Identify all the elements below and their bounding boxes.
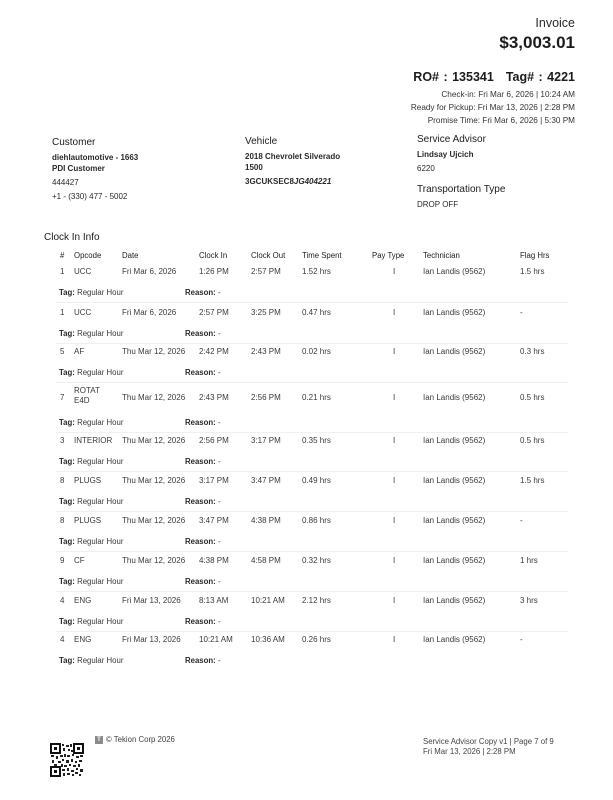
row-technician: Ian Landis (9562) — [423, 308, 486, 317]
row-clock-in: 3:17 PM — [199, 476, 229, 485]
row-clock-in: 3:47 PM — [199, 516, 229, 525]
row-time-spent: 0.35 hrs — [302, 436, 331, 445]
row-time-spent: 0.86 hrs — [302, 516, 331, 525]
row-clock-in: 8:13 AM — [199, 596, 229, 605]
service-advisor-id: 6220 — [417, 164, 435, 173]
row-technician: Ian Landis (9562) — [423, 476, 486, 485]
row-clock-out: 3:17 PM — [251, 436, 281, 445]
row-num: 4 — [60, 635, 65, 644]
row-num: 5 — [60, 347, 65, 356]
row-clock-in: 2:43 PM — [199, 393, 229, 402]
col-technician: Technician — [423, 251, 460, 260]
table-row — [0, 347, 613, 387]
row-pay-type: I — [393, 556, 396, 565]
row-date: Fri Mar 13, 2026 — [122, 596, 181, 605]
row-clock-out: 2:56 PM — [251, 393, 281, 402]
table-row — [0, 556, 613, 596]
row-tag: Tag: Regular Hour — [59, 418, 124, 427]
row-num: 7 — [60, 393, 65, 402]
row-clock-out: 2:57 PM — [251, 267, 281, 276]
row-date: Fri Mar 6, 2026 — [122, 267, 177, 276]
table-row — [0, 436, 613, 476]
row-clock-in: 2:42 PM — [199, 347, 229, 356]
row-clock-out: 3:47 PM — [251, 476, 281, 485]
row-clock-out: 4:38 PM — [251, 516, 281, 525]
row-opcode: PLUGS — [74, 476, 102, 485]
col-flag-hrs: Flag Hrs — [520, 251, 550, 260]
row-technician: Ian Landis (9562) — [423, 635, 486, 644]
vehicle-section — [245, 136, 340, 187]
row-reason: Reason: - — [185, 656, 221, 665]
row-reason: Reason: - — [185, 537, 221, 546]
row-opcode: UCC — [74, 308, 92, 317]
row-flag-hrs: 0.3 hrs — [520, 347, 545, 356]
row-tag: Tag: Regular Hour — [59, 288, 124, 297]
row-clock-out: 4:58 PM — [251, 556, 281, 565]
tekion-logo-icon: T — [95, 736, 103, 744]
row-time-spent: 0.49 hrs — [302, 476, 331, 485]
row-clock-in: 1:26 PM — [199, 267, 229, 276]
row-clock-out: 10:21 AM — [251, 596, 285, 605]
vehicle-title: Vehicle — [245, 136, 278, 147]
row-clock-in: 4:38 PM — [199, 556, 229, 565]
row-flag-hrs: 1.5 hrs — [520, 267, 545, 276]
row-tag: Tag: Regular Hour — [59, 577, 124, 586]
col-clock-in: Clock In — [199, 251, 228, 260]
col-time-spent: Time Spent — [302, 251, 342, 260]
invoice-header — [411, 16, 575, 127]
qr-code-icon — [50, 743, 84, 777]
row-divider — [56, 471, 568, 472]
row-num: 9 — [60, 556, 65, 565]
customer-phone: +1 - (330) 477 - 5002 — [52, 192, 128, 201]
row-divider — [56, 302, 568, 303]
row-time-spent: 0.21 hrs — [302, 393, 331, 402]
row-num: 8 — [60, 516, 65, 525]
row-tag: Tag: Regular Hour — [59, 656, 124, 665]
row-tag: Tag: Regular Hour — [59, 537, 124, 546]
row-pay-type: I — [393, 635, 396, 644]
row-reason: Reason: - — [185, 577, 221, 586]
row-date: Thu Mar 12, 2026 — [122, 393, 186, 402]
row-date: Fri Mar 13, 2026 — [122, 635, 181, 644]
row-opcode: AF — [74, 347, 85, 356]
ro-number: RO# : 135341 — [413, 70, 494, 84]
row-clock-in: 2:57 PM — [199, 308, 229, 317]
row-divider — [56, 631, 568, 632]
row-reason: Reason: - — [185, 497, 221, 506]
row-divider — [56, 343, 568, 344]
table-row — [0, 476, 613, 516]
row-opcode: PLUGS — [74, 516, 102, 525]
clock-in-info-title: Clock In Info — [44, 232, 100, 243]
row-tag: Tag: Regular Hour — [59, 617, 124, 626]
row-flag-hrs: 0.5 hrs — [520, 436, 545, 445]
row-flag-hrs: 0.5 hrs — [520, 393, 545, 402]
row-date: Thu Mar 12, 2026 — [122, 516, 186, 525]
customer-section — [52, 137, 138, 202]
row-pay-type: I — [393, 347, 396, 356]
copy-page-info: Service Advisor Copy v1 | Page 7 of 9 — [423, 737, 554, 746]
row-opcode: INTERIOR — [74, 436, 113, 445]
row-num: 3 — [60, 436, 65, 445]
row-divider — [56, 591, 568, 592]
footer-page-info — [423, 737, 554, 757]
row-pay-type: I — [393, 516, 396, 525]
footer-copyright — [95, 735, 175, 744]
vehicle-model: 2018 Chevrolet Silverado — [245, 152, 341, 161]
row-flag-hrs: - — [520, 516, 523, 525]
row-pay-type: I — [393, 308, 396, 317]
row-flag-hrs: - — [520, 308, 523, 317]
row-num: 8 — [60, 476, 65, 485]
row-time-spent: 0.47 hrs — [302, 308, 331, 317]
row-time-spent: 0.26 hrs — [302, 635, 331, 644]
row-flag-hrs: 3 hrs — [520, 596, 538, 605]
row-num: 4 — [60, 596, 65, 605]
table-row — [0, 596, 613, 636]
col-clock-out: Clock Out — [251, 251, 286, 260]
customer-id: 444427 — [52, 178, 79, 187]
row-num: 1 — [60, 267, 65, 276]
row-date: Thu Mar 12, 2026 — [122, 556, 186, 565]
row-flag-hrs: 1 hrs — [520, 556, 538, 565]
row-pay-type: I — [393, 476, 396, 485]
row-clock-out: 2:43 PM — [251, 347, 281, 356]
row-date: Fri Mar 6, 2026 — [122, 308, 177, 317]
row-technician: Ian Landis (9562) — [423, 596, 486, 605]
vin-prefix: 3GCUKSEC8 — [245, 177, 294, 186]
row-time-spent: 1.52 hrs — [302, 267, 331, 276]
table-row — [0, 267, 613, 307]
row-pay-type: I — [393, 393, 396, 402]
table-row — [0, 308, 613, 348]
col-date: Date — [122, 251, 139, 260]
row-technician: Ian Landis (9562) — [423, 393, 486, 402]
row-divider — [56, 511, 568, 512]
check-in-time: Check-in: Fri Mar 6, 2026 | 10:24 AM — [441, 90, 575, 99]
invoice-total: $3,003.01 — [499, 33, 575, 52]
row-reason: Reason: - — [185, 368, 221, 377]
row-date: Thu Mar 12, 2026 — [122, 476, 186, 485]
table-row — [0, 386, 613, 436]
ready-for-pickup-time: Ready for Pickup: Fri Mar 13, 2026 | 2:28 PM — [410, 103, 575, 112]
table-row — [0, 516, 613, 556]
col-num: # — [60, 251, 65, 260]
row-date: Thu Mar 12, 2026 — [122, 436, 186, 445]
row-technician: Ian Landis (9562) — [423, 436, 486, 445]
vin-suffix: JG404221 — [293, 177, 332, 186]
row-reason: Reason: - — [185, 457, 221, 466]
row-opcode: ENG — [74, 635, 92, 644]
vehicle-vin — [245, 176, 340, 187]
row-time-spent: 0.02 hrs — [302, 347, 331, 356]
col-pay-type: Pay Type — [372, 251, 405, 260]
row-clock-out: 10:36 AM — [251, 635, 285, 644]
table-row — [0, 635, 613, 675]
row-pay-type: I — [393, 596, 396, 605]
row-clock-in: 2:56 PM — [199, 436, 229, 445]
row-opcode: CF — [74, 556, 85, 565]
ro-tag-line — [411, 69, 575, 85]
row-reason: Reason: - — [185, 288, 221, 297]
document-type: Invoice — [535, 16, 575, 30]
row-tag: Tag: Regular Hour — [59, 457, 124, 466]
row-time-spent: 0.32 hrs — [302, 556, 331, 565]
customer-type: PDI Customer — [52, 164, 105, 173]
printed-timestamp: Fri Mar 13, 2026 | 2:28 PM — [423, 747, 516, 756]
row-technician: Ian Landis (9562) — [423, 556, 486, 565]
row-time-spent: 2.12 hrs — [302, 596, 331, 605]
row-divider — [56, 551, 568, 552]
promise-time: Promise Time: Fri Mar 6, 2026 | 5:30 PM — [427, 116, 575, 125]
transportation-type-title: Transportation Type — [417, 184, 506, 195]
row-clock-out: 3:25 PM — [251, 308, 281, 317]
row-pay-type: I — [393, 267, 396, 276]
clock-in-table-header — [0, 249, 613, 263]
row-pay-type: I — [393, 436, 396, 445]
row-reason: Reason: - — [185, 418, 221, 427]
service-advisor-name: Lindsay Ujcich — [417, 150, 474, 159]
row-clock-in: 10:21 AM — [199, 635, 233, 644]
row-opcode: ROTATE4D — [74, 386, 100, 405]
service-advisor-section — [417, 134, 505, 210]
row-opcode: UCC — [74, 267, 92, 276]
row-tag: Tag: Regular Hour — [59, 329, 124, 338]
row-tag: Tag: Regular Hour — [59, 497, 124, 506]
row-technician: Ian Landis (9562) — [423, 516, 486, 525]
tag-number: Tag# : 4221 — [505, 70, 575, 84]
row-divider — [56, 382, 568, 383]
row-technician: Ian Landis (9562) — [423, 267, 486, 276]
row-technician: Ian Landis (9562) — [423, 347, 486, 356]
copyright-text: © Tekion Corp 2026 — [106, 735, 175, 744]
row-tag: Tag: Regular Hour — [59, 368, 124, 377]
customer-name: diehlautomotive - 1663 — [52, 153, 139, 162]
row-num: 1 — [60, 308, 65, 317]
col-opcode: Opcode — [74, 251, 102, 260]
transportation-type-value: DROP OFF — [417, 200, 459, 209]
row-opcode: ENG — [74, 596, 92, 605]
customer-title: Customer — [52, 137, 96, 148]
vehicle-model-line2: 1500 — [245, 163, 263, 172]
row-divider — [56, 432, 568, 433]
row-reason: Reason: - — [185, 617, 221, 626]
service-advisor-title: Service Advisor — [417, 134, 486, 145]
row-date: Thu Mar 12, 2026 — [122, 347, 186, 356]
row-flag-hrs: 1.5 hrs — [520, 476, 545, 485]
row-flag-hrs: - — [520, 635, 523, 644]
row-reason: Reason: - — [185, 329, 221, 338]
